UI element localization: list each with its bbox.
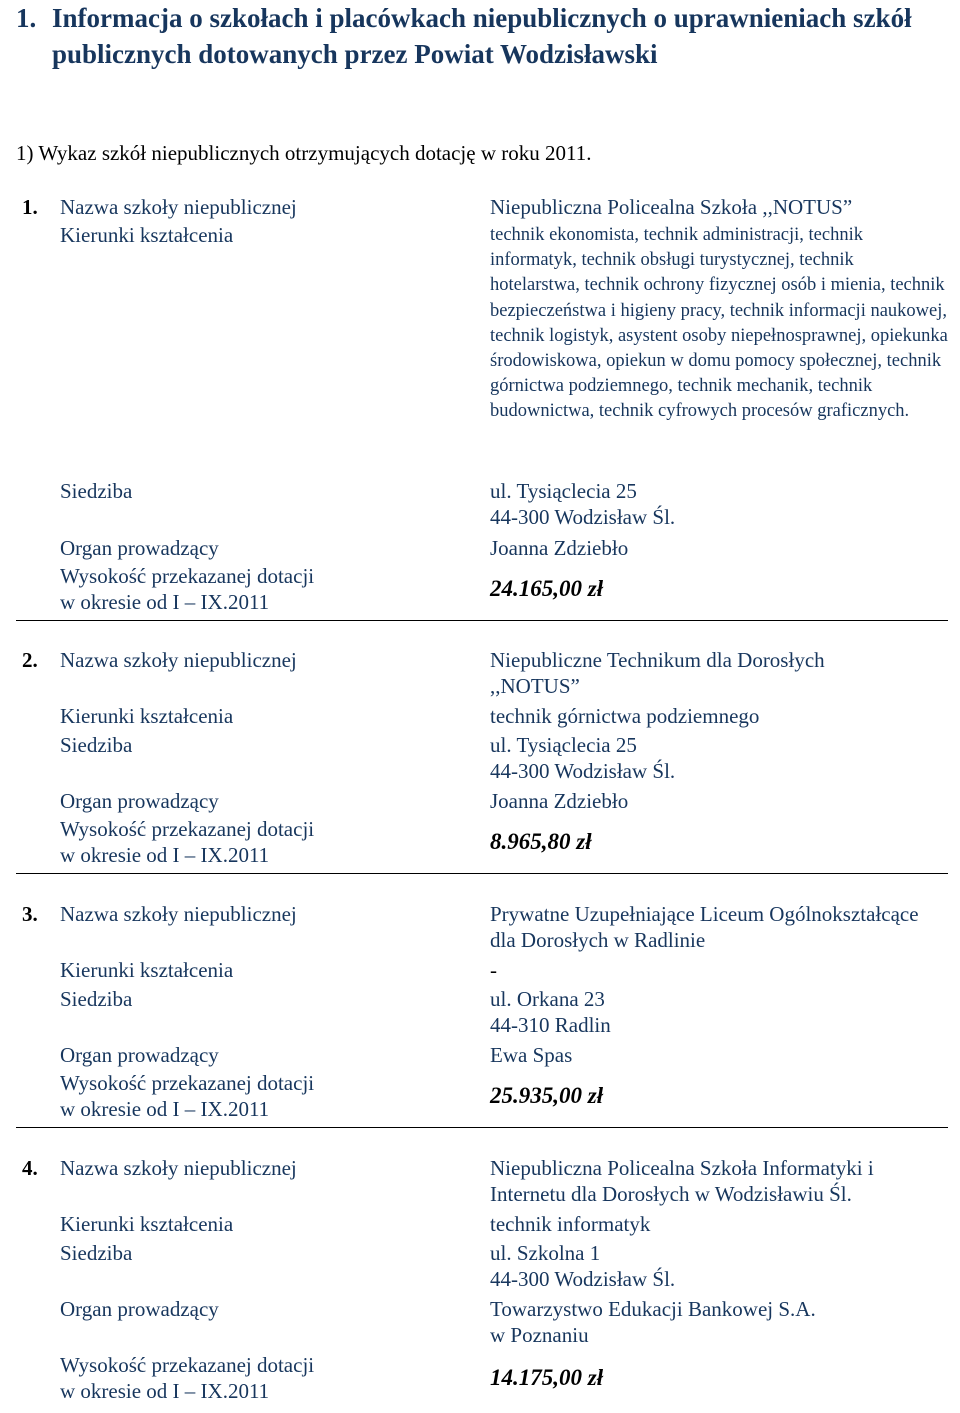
subsidy-label xyxy=(60,1071,480,1122)
subsidy-label-line2: w okresie od I – IX.2011 xyxy=(60,842,270,867)
courses-label: Kierunki kształcenia xyxy=(60,1212,234,1236)
school-name-row xyxy=(16,648,948,704)
courses-value: technik ekonomista, technik administracji, technik informatyk, technik obsługi turystycznej, technik hotelarstwa, technik ochrony fizycznej osób i mienia, technik bezpieczeństwa i higieny pracy, technik informacji naukowej, technik logistyk, asystent osoby niepełnosprawnej, opiekunka środowiskowa, opiekun w domu pomocy społecznej, technik górnictwa podziemnego, technik mechanik, technik budownictwa, technik cyfrowych procesów graficznych. xyxy=(490,225,948,422)
courses-row xyxy=(16,958,948,987)
subsidy-label-line1: Wysokość przekazanej dotacji xyxy=(60,564,315,588)
school-table-3 xyxy=(16,902,948,1128)
seat-line1: ul. Tysiąclecia 25 xyxy=(490,479,637,503)
subsidy-label-line1: Wysokość przekazanej dotacji xyxy=(60,1071,315,1095)
seat-line1: ul. Orkana 23 xyxy=(490,987,605,1011)
page-heading xyxy=(16,0,952,72)
courses-label: Kierunki kształcenia xyxy=(60,958,234,982)
subsidy-label xyxy=(60,817,480,868)
subsidy-label-line2: w okresie od I – IX.2011 xyxy=(60,1096,270,1121)
school-name-row xyxy=(16,195,948,223)
subsidy-row xyxy=(16,817,948,873)
school-name-row xyxy=(16,1156,948,1212)
seat-line2: 44-300 Wodzisław Śl. xyxy=(490,504,676,529)
courses-row xyxy=(16,1212,948,1241)
subsidy-label-line1: Wysokość przekazanej dotacji xyxy=(60,817,315,841)
subsidy-amount: 8.965,80 zł xyxy=(490,829,592,854)
school-table-1 xyxy=(16,195,948,621)
organ-label: Organ prowadzący xyxy=(60,789,219,813)
subsidy-row xyxy=(16,564,948,620)
subsidy-label xyxy=(60,564,480,615)
organ-value: Joanna Zdziebło xyxy=(490,789,629,813)
courses-value: technik górnictwa podziemnego xyxy=(490,704,760,728)
organ-label: Organ prowadzący xyxy=(60,1043,219,1067)
school-number: 2. xyxy=(22,648,38,672)
school-name: Niepubliczne Technikum dla Dorosłych ,,NOTUS” xyxy=(490,648,825,698)
seat-line2: 44-300 Wodzisław Śl. xyxy=(490,1266,676,1291)
school-name-row xyxy=(16,902,948,958)
courses-label: Kierunki kształcenia xyxy=(60,704,234,728)
seat-line1: ul. Szkolna 1 xyxy=(490,1241,601,1265)
subsidy-row xyxy=(16,1353,948,1409)
seat-row xyxy=(16,1241,948,1297)
seat-line2: 44-310 Radlin xyxy=(490,1012,611,1037)
subsidy-label xyxy=(60,1353,480,1404)
school-table-2 xyxy=(16,648,948,874)
organ-row xyxy=(16,1043,948,1071)
courses-row xyxy=(16,223,948,479)
name-label: Nazwa szkoły niepublicznej xyxy=(60,195,297,219)
seat-label: Siedziba xyxy=(60,479,133,503)
subsidy-label-line2: w okresie od I – IX.2011 xyxy=(60,589,270,614)
seat-row xyxy=(16,733,948,789)
organ-value: Towarzystwo Edukacji Bankowej S.A. xyxy=(490,1297,816,1321)
subsidy-amount: 24.165,00 zł xyxy=(490,576,604,601)
organ-value: Ewa Spas xyxy=(490,1043,573,1067)
subsidy-label-line2: w okresie od I – IX.2011 xyxy=(60,1378,270,1403)
organ-label: Organ prowadzący xyxy=(60,536,219,560)
name-label: Nazwa szkoły niepublicznej xyxy=(60,902,297,926)
name-label: Nazwa szkoły niepublicznej xyxy=(60,648,297,672)
school-number: 4. xyxy=(22,1156,38,1180)
organ-row xyxy=(16,789,948,817)
seat-label: Siedziba xyxy=(60,1241,133,1265)
school-number: 3. xyxy=(22,902,38,926)
seat-line1: ul. Tysiąclecia 25 xyxy=(490,733,637,757)
organ-row xyxy=(16,536,948,564)
seat-row xyxy=(16,987,948,1043)
organ-label: Organ prowadzący xyxy=(60,1297,219,1321)
subsidy-row xyxy=(16,1071,948,1127)
seat-label: Siedziba xyxy=(60,733,133,757)
courses-label: Kierunki kształcenia xyxy=(60,223,234,247)
heading-number: 1. xyxy=(16,3,37,33)
school-name: Prywatne Uzupełniające Liceum Ogólnokształcące dla Dorosłych w Radlinie xyxy=(490,902,919,952)
heading-text: Informacja o szkołach i placówkach niepublicznych o uprawnieniach szkół publicznych dotowanych przez Powiat Wodzisławski xyxy=(52,3,912,69)
subheading: 1) Wykaz szkół niepublicznych otrzymujących dotację w roku 2011. xyxy=(16,141,592,165)
seat-row xyxy=(16,479,948,536)
school-number: 1. xyxy=(22,195,38,219)
school-table-4 xyxy=(16,1156,948,1409)
seat-line2: 44-300 Wodzisław Śl. xyxy=(490,758,676,783)
organ-value-line2: w Poznaniu xyxy=(490,1322,589,1347)
name-label: Nazwa szkoły niepublicznej xyxy=(60,1156,297,1180)
school-name: Niepubliczna Policealna Szkoła Informatyki i Internetu dla Dorosłych w Wodzisławiu Śl. xyxy=(490,1156,874,1206)
subsidy-amount: 14.175,00 zł xyxy=(490,1365,604,1390)
courses-value: - xyxy=(490,958,497,982)
organ-value: Joanna Zdziebło xyxy=(490,536,629,560)
seat-label: Siedziba xyxy=(60,987,133,1011)
school-name: Niepubliczna Policealna Szkoła ,,NOTUS” xyxy=(490,195,853,219)
courses-value: technik informatyk xyxy=(490,1212,651,1236)
subsidy-amount: 25.935,00 zł xyxy=(490,1083,604,1108)
organ-row xyxy=(16,1297,948,1353)
courses-row xyxy=(16,704,948,733)
subsidy-label-line1: Wysokość przekazanej dotacji xyxy=(60,1353,315,1377)
